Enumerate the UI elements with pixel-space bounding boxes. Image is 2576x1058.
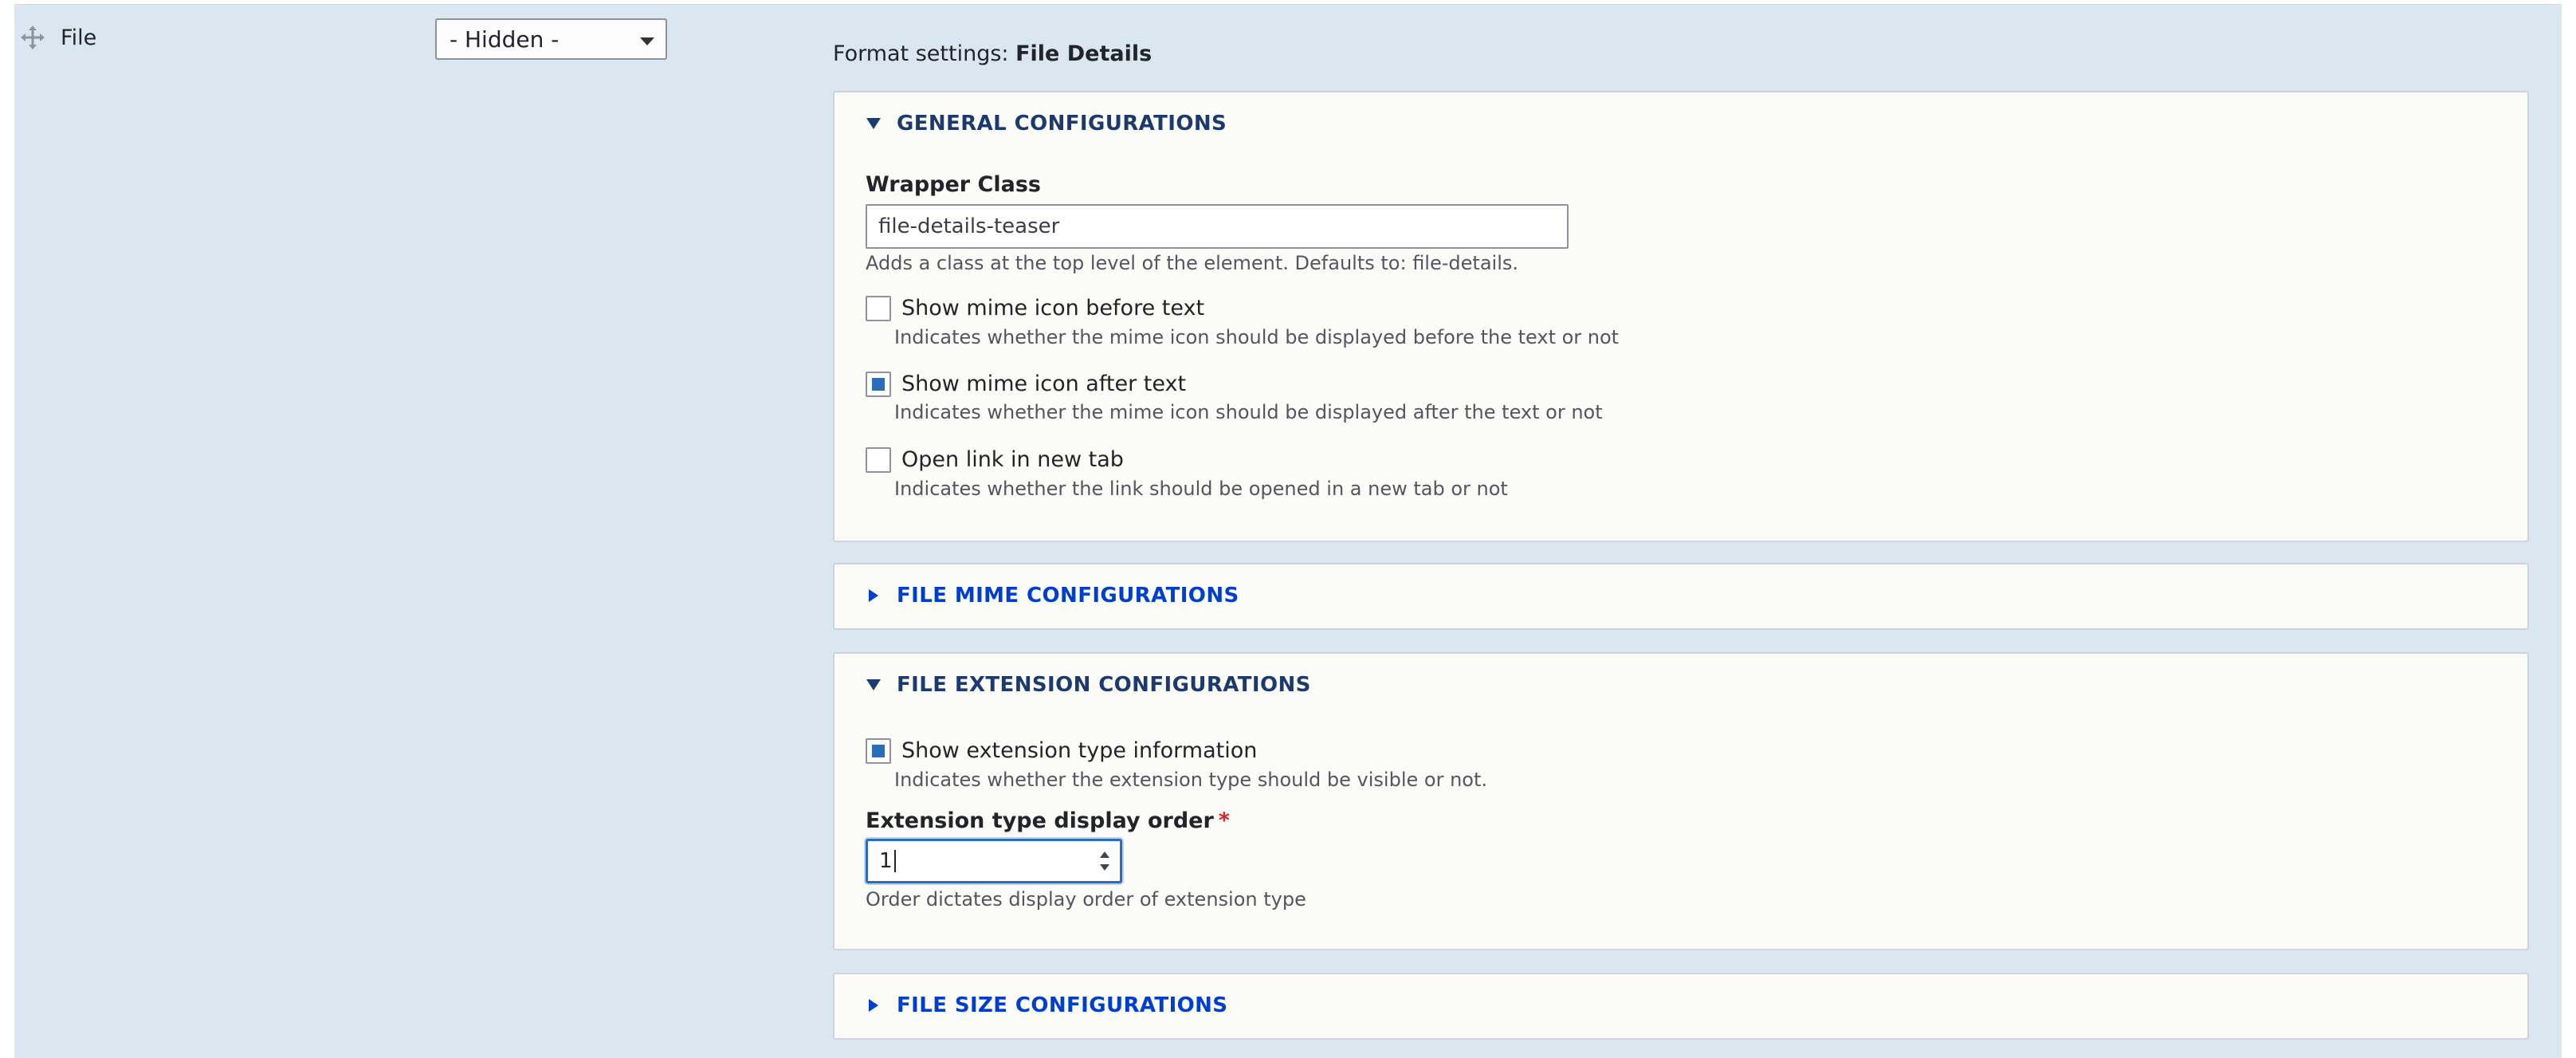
file-mime-configurations-summary[interactable] [865,564,1239,627]
file-extension-configurations-summary[interactable] [865,654,1311,716]
required-marker: * [1218,808,1230,833]
field-label: File [61,26,97,50]
file-mime-configurations-fieldset [833,563,2529,630]
text-caret [894,850,896,872]
new-tab-checkbox[interactable] [866,447,891,473]
wrapper-class-input[interactable]: file-details-teaser [866,204,1569,249]
file-size-configurations-summary[interactable] [865,974,1227,1036]
mime-before-checkbox[interactable] [866,296,891,321]
general-configurations-summary[interactable] [865,92,1227,155]
mime-after-label: Show mime icon after text [901,372,1187,396]
chevron-down-icon [638,36,656,47]
general-configurations-title: GENERAL CONFIGURATIONS [897,112,1227,136]
extension-order-label [866,808,1230,833]
extension-order-label-text: Extension type display order [866,808,1214,833]
new-tab-description: Indicates whether the link should be opened in a new tab or not [894,478,1508,500]
extension-order-input[interactable] [866,839,1122,883]
extension-info-label: Show extension type information [901,738,1258,763]
mime-after-checkbox[interactable] [866,372,891,397]
mime-after-description: Indicates whether the mime icon should be displayed after the text or not [894,401,1603,423]
extension-info-checkbox[interactable] [866,738,891,764]
mime-before-description: Indicates whether the mime icon should be displayed before the text or not [894,326,1620,348]
file-extension-configurations-title: FILE EXTENSION CONFIGURATIONS [897,673,1311,697]
format-settings-prefix: Format settings: [833,41,1009,66]
mime-before-label: Show mime icon before text [901,296,1205,321]
triangle-right-icon [865,997,882,1014]
wrapper-class-description: Adds a class at the top level of the element. Defaults to: file-details. [866,252,1518,274]
triangle-right-icon [865,587,882,604]
format-settings-title [833,41,1152,66]
file-extension-configurations-fieldset [833,652,2529,950]
format-settings-name: File Details [1015,41,1153,66]
file-size-configurations-title: FILE SIZE CONFIGURATIONS [897,993,1228,1017]
general-configurations-fieldset [833,91,2529,542]
file-mime-configurations-title: FILE MIME CONFIGURATIONS [897,584,1239,608]
drag-handle-icon[interactable] [19,24,46,51]
extension-order-description: Order dictates display order of extension type [866,888,1306,911]
number-spinner-icon[interactable] [1098,849,1112,873]
region-select-value: - Hidden - [450,26,560,53]
extension-order-value: 1 [879,849,893,873]
triangle-down-icon [865,676,882,694]
new-tab-label: Open link in new tab [901,447,1124,472]
triangle-down-icon [865,115,882,132]
region-select[interactable] [435,18,667,60]
file-size-configurations-fieldset [833,973,2529,1040]
wrapper-class-label: Wrapper Class [866,172,1041,197]
extension-info-description: Indicates whether the extension type should be visible or not. [894,769,1487,791]
